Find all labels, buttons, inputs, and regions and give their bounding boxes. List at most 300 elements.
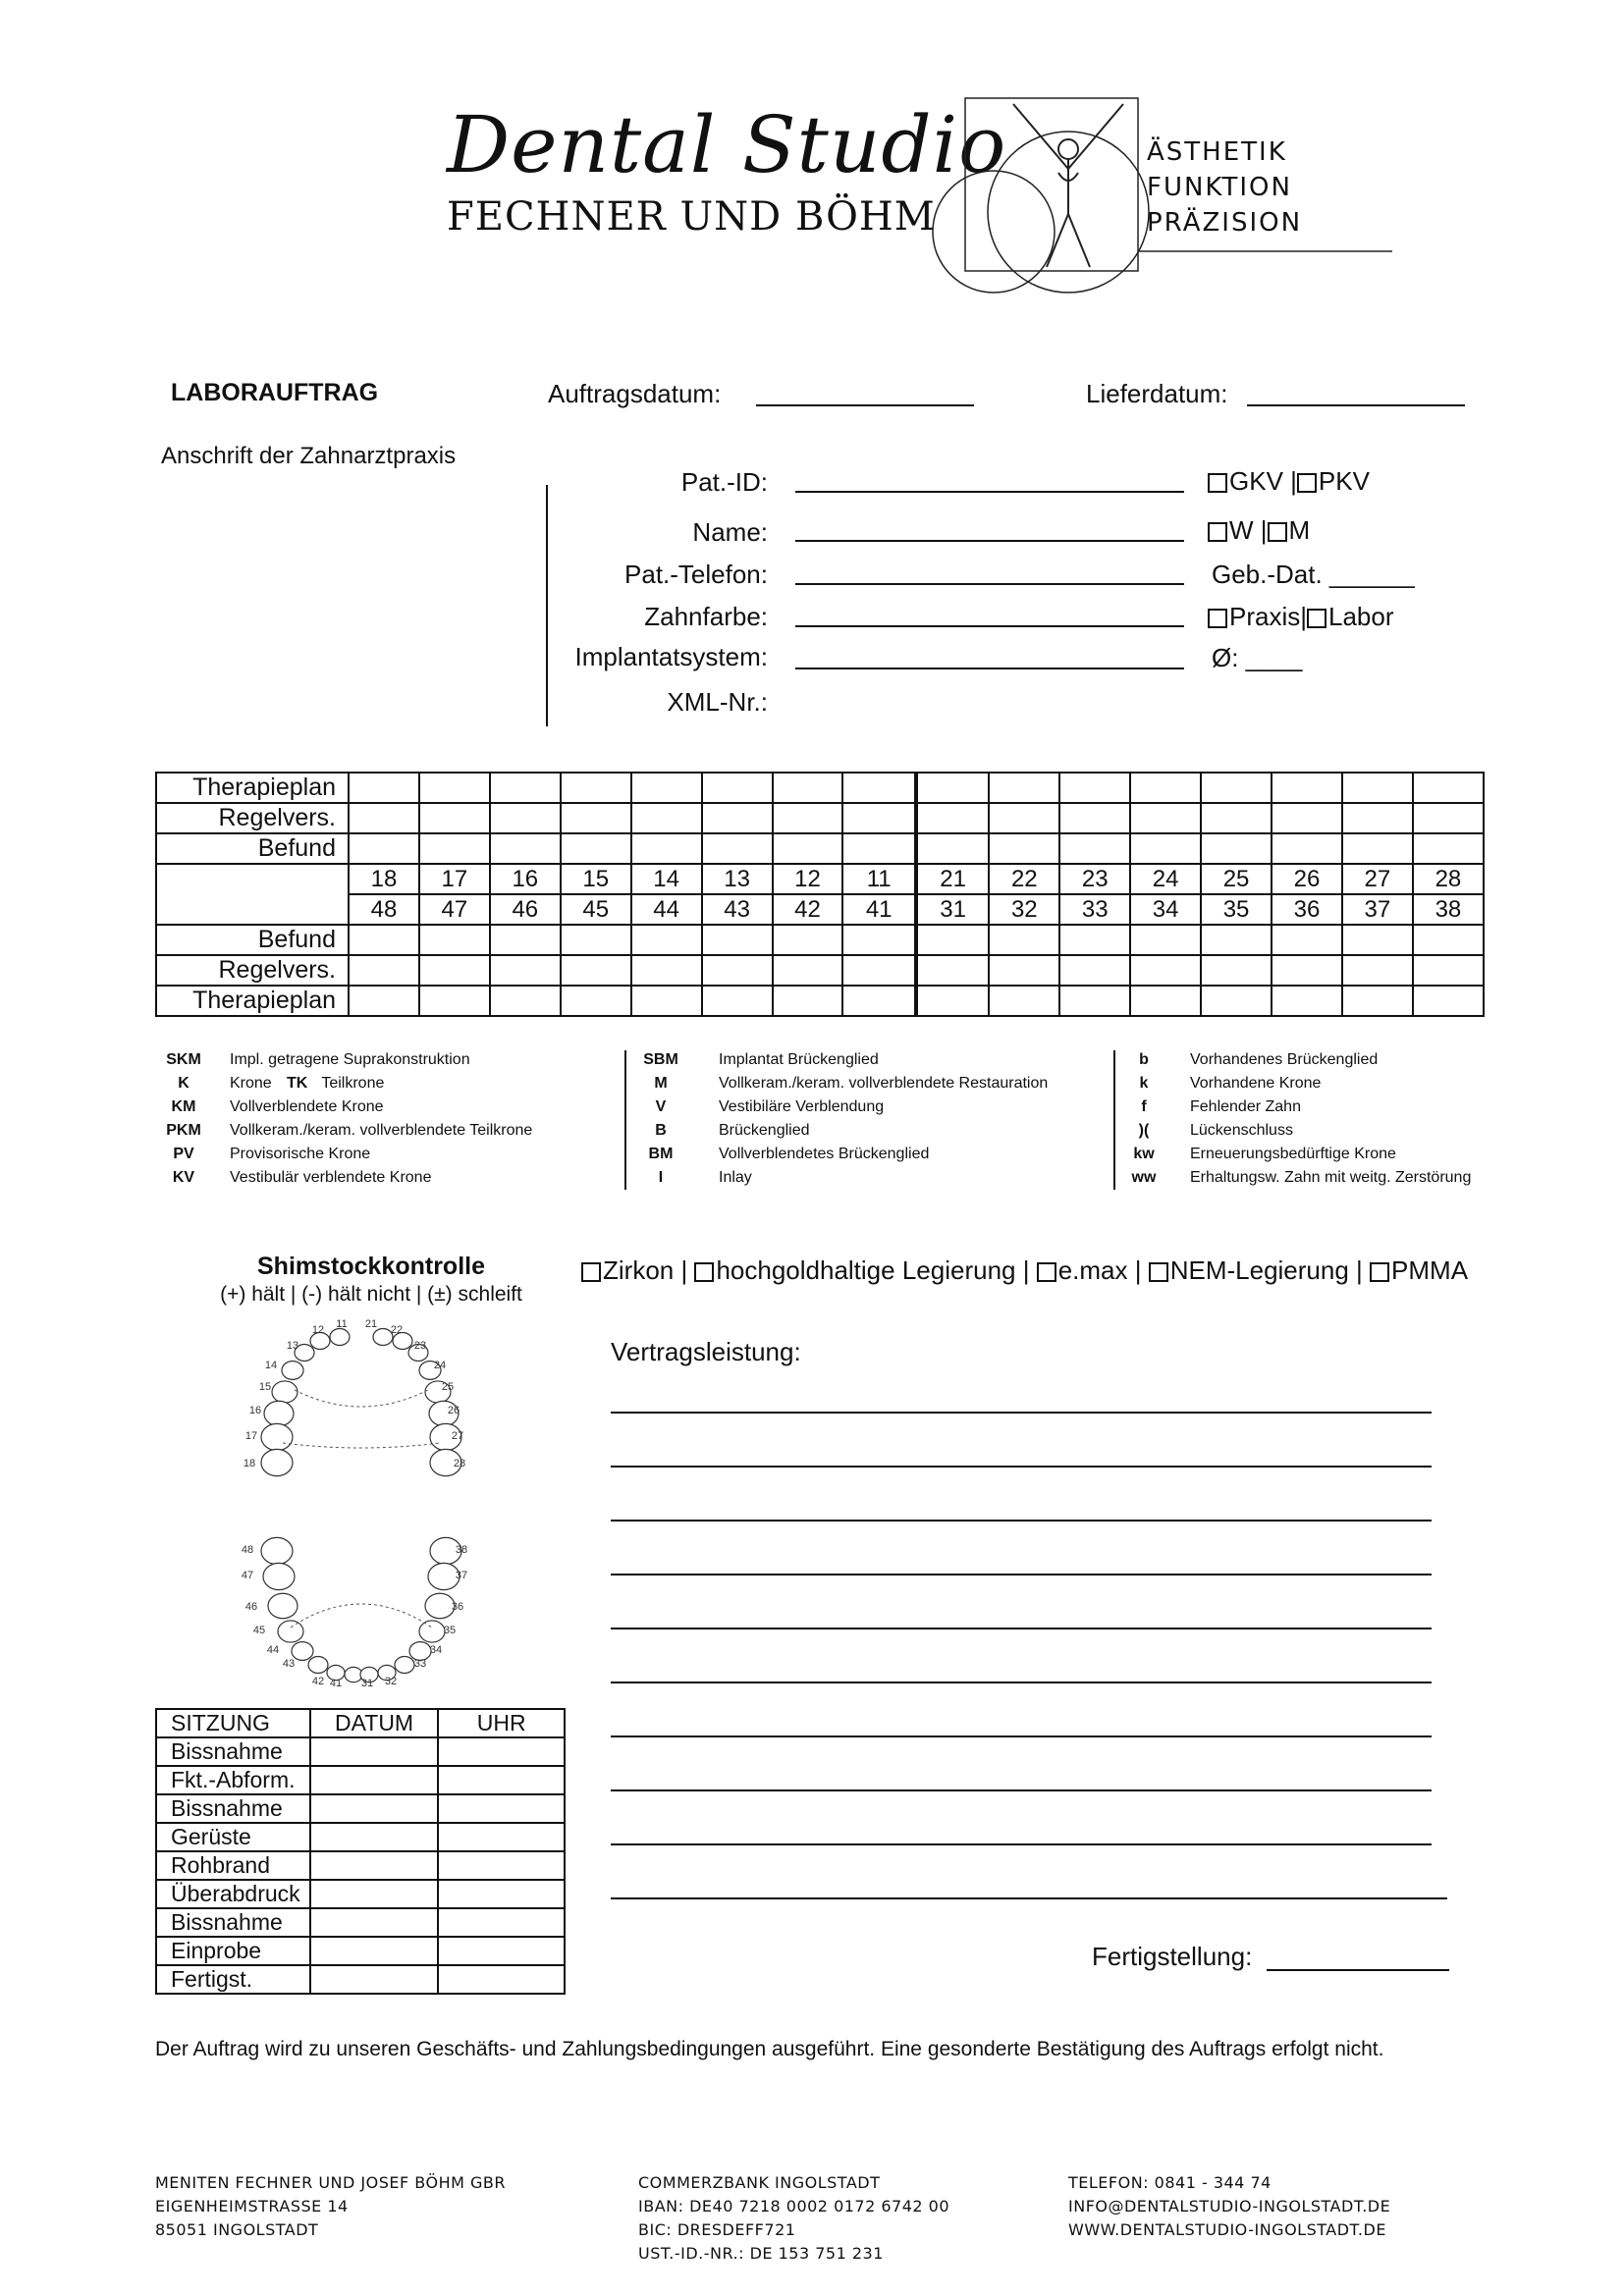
chart-entry-cell[interactable] [349, 955, 419, 986]
legend-item [163, 1166, 532, 1190]
zirkon-label: Zirkon | [603, 1255, 688, 1285]
chart-entry-cell[interactable] [842, 773, 915, 803]
arch-tooth-number: 37 [455, 1570, 468, 1581]
tooth-number: 37 [1342, 894, 1413, 925]
xml-number-label: XML-Nr.: [667, 687, 768, 717]
chart-row-label: Therapieplan [156, 986, 349, 1016]
chart-entry-cell[interactable] [916, 773, 989, 803]
contract-service-line[interactable] [611, 1682, 1432, 1683]
footer-phone[interactable]: TELEFON: 0841 - 344 74 [1068, 2173, 1272, 2192]
tooth-number: 38 [1413, 894, 1484, 925]
legend-abbreviation: M [654, 1075, 668, 1092]
patient-id-label: Pat.-ID: [680, 467, 768, 497]
chart-entry-cell[interactable] [1272, 803, 1342, 833]
legend-description: Vollverblendete Krone [230, 1098, 384, 1115]
contract-service-line[interactable] [611, 1897, 1447, 1899]
chart-entry-cell[interactable] [1201, 925, 1272, 955]
chart-entry-cell[interactable] [631, 986, 702, 1016]
legend-description: Fehlender Zahn [1190, 1098, 1301, 1115]
legend-item [640, 1048, 1048, 1072]
contract-service-line[interactable] [611, 1843, 1432, 1845]
session-date-cell[interactable] [310, 1880, 439, 1908]
session-name: Fkt.-Abform. [156, 1766, 310, 1794]
arch-tooth-number: 46 [244, 1601, 258, 1613]
chart-entry-cell[interactable] [1413, 803, 1484, 833]
chart-entry-cell[interactable] [1272, 773, 1342, 803]
chart-entry-cell[interactable] [349, 925, 419, 955]
chart-entry-cell[interactable] [773, 833, 843, 864]
legend-description: Provisorische Krone [230, 1146, 371, 1162]
legend-item [640, 1166, 1048, 1190]
tooth-number: 27 [1342, 864, 1413, 894]
legend-description: Vollkeram./keram. vollverblendete Teilkrone [230, 1122, 533, 1139]
tooth-number: 33 [1059, 894, 1130, 925]
legend-item [163, 1095, 532, 1119]
chart-row-label: Befund [156, 833, 349, 864]
legend-abbreviation: )( [1138, 1122, 1150, 1139]
chart-entry-cell[interactable] [1342, 803, 1413, 833]
tooth-number: 46 [490, 894, 561, 925]
chart-entry-cell[interactable] [1342, 833, 1413, 864]
chart-entry-cell[interactable] [490, 986, 561, 1016]
chart-entry-cell[interactable] [1413, 955, 1484, 986]
chart-entry-cell[interactable] [1059, 986, 1130, 1016]
order-date-field[interactable] [756, 381, 974, 406]
legend-abbreviation: SKM [166, 1051, 201, 1068]
session-date-cell[interactable] [310, 1823, 439, 1851]
address-label: Anschrift der Zahnarztpraxis [161, 443, 457, 469]
row-therapy-plan-lower [156, 986, 1484, 1016]
footer-contact [1068, 2171, 1390, 2242]
session-name: Fertigst. [156, 1965, 310, 1994]
chart-entry-cell[interactable] [1272, 986, 1342, 1016]
appointment-table [155, 1708, 566, 1995]
chart-entry-cell[interactable] [842, 986, 915, 1016]
schedule-header-cell: UHR [438, 1709, 565, 1737]
tooth-number: 35 [1201, 894, 1272, 925]
chart-entry-cell[interactable] [989, 955, 1059, 986]
row-therapy-plan-upper [156, 773, 1484, 803]
arch-tooth-number: 42 [311, 1676, 325, 1687]
session-time-cell[interactable] [438, 1937, 565, 1965]
arch-tooth-number: 33 [413, 1658, 427, 1670]
chart-entry-cell[interactable] [1201, 803, 1272, 833]
completion-field[interactable] [1267, 1946, 1449, 1971]
arch-tooth-number: 21 [364, 1318, 378, 1330]
lower-tooth-shape [395, 1657, 414, 1674]
legend-abbreviation: f [1141, 1098, 1147, 1115]
schedule-row [156, 1823, 565, 1851]
arch-tooth-number: 34 [429, 1644, 443, 1656]
gkv-label: GKV | [1229, 466, 1297, 496]
legend-divider-2 [1113, 1050, 1115, 1190]
tooth-number: 41 [842, 894, 915, 925]
chart-entry-cell[interactable] [773, 955, 843, 986]
tooth-number: 31 [916, 894, 989, 925]
chart-entry-cell[interactable] [561, 773, 631, 803]
chart-row-label: Befund [156, 925, 349, 955]
tooth-number: 11 [842, 864, 915, 894]
nem-alloy-checkbox[interactable] [1149, 1262, 1168, 1282]
contract-service-line[interactable] [611, 1735, 1432, 1737]
chart-entry-cell[interactable] [1413, 833, 1484, 864]
session-name: Gerüste [156, 1823, 310, 1851]
upper-tooth-shape [272, 1381, 298, 1403]
chart-entry-cell[interactable] [702, 925, 773, 955]
session-time-cell[interactable] [438, 1965, 565, 1994]
chart-entry-cell[interactable] [419, 955, 490, 986]
implant-system-field[interactable] [795, 644, 1184, 669]
session-time-cell[interactable] [438, 1908, 565, 1937]
arch-tooth-number: 36 [451, 1601, 464, 1613]
chart-entry-cell[interactable] [1342, 986, 1413, 1016]
arch-tooth-number: 22 [390, 1324, 404, 1336]
chart-entry-cell[interactable] [631, 803, 702, 833]
footer-address [155, 2171, 506, 2242]
chart-entry-cell[interactable] [1201, 955, 1272, 986]
chart-entry-cell[interactable] [490, 925, 561, 955]
chart-entry-cell[interactable] [842, 833, 915, 864]
footer-city: 85051 INGOLSTADT [155, 2220, 319, 2239]
schedule-row [156, 1937, 565, 1965]
tagline-praezision: PRÄZISION [1147, 208, 1303, 238]
patient-name-label: Name: [692, 517, 768, 547]
session-date-cell[interactable] [310, 1908, 439, 1937]
contract-service-line[interactable] [611, 1412, 1432, 1414]
chart-entry-cell[interactable] [1130, 803, 1201, 833]
birthdate-label[interactable]: Geb.-Dat. ______ [1212, 560, 1415, 589]
chart-entry-cell[interactable] [561, 955, 631, 986]
arch-tooth-number: 24 [433, 1360, 447, 1371]
upper-tooth-shape [261, 1449, 293, 1475]
company-name: FECHNER UND BÖHM [447, 194, 936, 240]
shimstock-title: Shimstockkontrolle [257, 1253, 485, 1280]
zirkon-checkbox[interactable] [581, 1262, 601, 1282]
tooth-number: 13 [702, 864, 773, 894]
chart-entry-cell[interactable] [773, 986, 843, 1016]
chart-entry-cell[interactable] [490, 955, 561, 986]
chart-entry-cell[interactable] [490, 833, 561, 864]
legend-description: Inlay [719, 1169, 752, 1186]
gender-m-checkbox[interactable] [1268, 522, 1287, 542]
chart-entry-cell[interactable] [1413, 925, 1484, 955]
arch-tooth-number: 23 [413, 1340, 427, 1352]
tooth-number: 48 [349, 894, 419, 925]
delivery-date-field[interactable] [1247, 381, 1465, 406]
arch-tooth-number: 44 [266, 1644, 280, 1656]
chart-entry-cell[interactable] [702, 773, 773, 803]
chart-entry-cell[interactable] [1272, 833, 1342, 864]
legend-abbreviation: BM [648, 1146, 674, 1162]
chart-row-label: Regelvers. [156, 803, 349, 833]
tooth-number: 44 [631, 894, 702, 925]
legend-description: Brückenglied [719, 1122, 810, 1139]
legend-description: Erneuerungsbedürftige Krone [1190, 1146, 1396, 1162]
chart-entry-cell[interactable] [1342, 925, 1413, 955]
chart-entry-cell[interactable] [916, 833, 989, 864]
shade-praxis-checkbox[interactable] [1208, 609, 1227, 628]
tooth-number: 32 [989, 894, 1059, 925]
chart-entry-cell[interactable] [349, 986, 419, 1016]
legend-abbreviation: KV [172, 1169, 195, 1186]
legend-abbreviation: B [655, 1122, 667, 1139]
lower-tooth-shape [261, 1537, 293, 1564]
lower-tooth-shape [308, 1657, 328, 1674]
chart-entry-cell[interactable] [989, 986, 1059, 1016]
legend-description: Lückenschluss [1190, 1122, 1293, 1139]
dental-arch-diagram [234, 1315, 489, 1688]
pkv-label: PKV [1318, 466, 1370, 496]
chart-entry-cell[interactable] [916, 955, 989, 986]
chart-entry-cell[interactable] [702, 955, 773, 986]
chart-entry-cell[interactable] [490, 773, 561, 803]
session-date-cell[interactable] [310, 1937, 439, 1965]
gender-w-label: W | [1229, 515, 1268, 545]
chart-entry-cell[interactable] [1130, 986, 1201, 1016]
legend-description: Teilkrone [321, 1075, 385, 1092]
contract-service-line[interactable] [611, 1466, 1432, 1468]
shade-labor-checkbox[interactable] [1307, 609, 1326, 628]
chart-entry-cell[interactable] [1413, 986, 1484, 1016]
chart-entry-cell[interactable] [773, 925, 843, 955]
session-date-cell[interactable] [310, 1851, 439, 1880]
arch-tooth-number: 26 [447, 1405, 460, 1416]
tooth-number: 12 [773, 864, 843, 894]
legend-description: Vestibiläre Verblendung [719, 1098, 885, 1115]
session-date-cell[interactable] [310, 1766, 439, 1794]
legend-item [1123, 1166, 1471, 1190]
chart-entry-cell[interactable] [1059, 925, 1130, 955]
arch-tooth-number: 47 [241, 1570, 254, 1581]
session-time-cell[interactable] [438, 1737, 565, 1766]
tooth-number: 34 [1130, 894, 1201, 925]
schedule-header-cell: DATUM [310, 1709, 439, 1737]
shimstock-subtitle: (+) hält | (-) hält nicht | (±) schleift [220, 1283, 522, 1306]
chart-entry-cell[interactable] [842, 803, 915, 833]
emax-checkbox[interactable] [1037, 1262, 1056, 1282]
arch-tooth-number: 13 [286, 1340, 299, 1352]
material-options [581, 1255, 1468, 1286]
chart-entry-cell[interactable] [419, 773, 490, 803]
lower-tooth-shape [292, 1642, 313, 1661]
chart-entry-cell[interactable] [419, 925, 490, 955]
legend-item [1123, 1095, 1471, 1119]
nem-alloy-label: NEM-Legierung | [1169, 1255, 1363, 1285]
arch-tooth-number: 18 [243, 1458, 256, 1469]
chart-entry-cell[interactable] [490, 803, 561, 833]
arch-tooth-number: 48 [241, 1544, 254, 1556]
chart-entry-cell[interactable] [1342, 955, 1413, 986]
legend-abbreviation: SBM [643, 1051, 678, 1068]
tooth-number: 18 [349, 864, 419, 894]
footer-company: MENITEN FECHNER UND JOSEF BÖHM GBR [155, 2173, 506, 2192]
pkv-checkbox[interactable] [1297, 473, 1317, 493]
chart-entry-cell[interactable] [561, 803, 631, 833]
row-findings-lower [156, 925, 1484, 955]
chart-entry-cell[interactable] [1130, 955, 1201, 986]
chart-entry-cell[interactable] [989, 833, 1059, 864]
legend-abbreviation: b [1139, 1051, 1149, 1068]
tagline-aesthetik: ÄSTHETIK [1147, 137, 1287, 167]
legend-item [640, 1072, 1048, 1095]
gold-alloy-label: hochgoldhaltige Legierung | [716, 1255, 1030, 1285]
chart-entry-cell[interactable] [1201, 986, 1272, 1016]
footer-website[interactable]: WWW.DENTALSTUDIO-INGOLSTADT.DE [1068, 2220, 1386, 2239]
chart-entry-cell[interactable] [349, 773, 419, 803]
contract-service-line[interactable] [611, 1520, 1432, 1522]
tooth-number: 26 [1272, 864, 1342, 894]
patient-phone-field[interactable] [795, 560, 1184, 585]
palate-line [295, 1390, 428, 1407]
gender-options [1208, 515, 1310, 546]
chart-entry-cell[interactable] [1059, 773, 1130, 803]
chart-entry-cell[interactable] [1342, 773, 1413, 803]
emax-label: e.max | [1057, 1255, 1142, 1285]
session-name: Einprobe [156, 1937, 310, 1965]
session-time-cell[interactable] [438, 1880, 565, 1908]
session-time-cell[interactable] [438, 1794, 565, 1823]
shade-labor-label: Labor [1328, 602, 1394, 631]
contract-service-line[interactable] [611, 1628, 1432, 1629]
tooth-shade-label: Zahnfarbe: [644, 602, 768, 631]
chart-entry-cell[interactable] [1413, 773, 1484, 803]
schedule-header-cell: SITZUNG [156, 1709, 310, 1737]
tooth-number: 47 [419, 894, 490, 925]
chart-row-label: Therapieplan [156, 773, 349, 803]
diameter-label[interactable]: Ø: ____ [1212, 643, 1303, 672]
patient-name-field[interactable] [795, 516, 1184, 542]
pmma-label: PMMA [1391, 1255, 1469, 1285]
session-date-cell[interactable] [310, 1965, 439, 1994]
session-time-cell[interactable] [438, 1851, 565, 1880]
chart-entry-cell[interactable] [916, 803, 989, 833]
lower-tooth-shape [345, 1667, 362, 1682]
chart-entry-cell[interactable] [916, 925, 989, 955]
legend-column-3 [1123, 1048, 1471, 1190]
legend-abbreviation: PKM [166, 1122, 201, 1139]
chart-entry-cell[interactable] [1201, 833, 1272, 864]
chart-entry-cell[interactable] [773, 803, 843, 833]
chart-entry-cell[interactable] [1272, 925, 1342, 955]
tooth-number: 45 [561, 894, 631, 925]
chart-entry-cell[interactable] [561, 925, 631, 955]
chart-entry-cell[interactable] [702, 833, 773, 864]
arch-tooth-number: 31 [360, 1678, 374, 1688]
tooth-shade-field[interactable] [795, 602, 1184, 627]
tooth-number: 15 [561, 864, 631, 894]
arch-tooth-number: 43 [282, 1658, 296, 1670]
patient-phone-label: Pat.-Telefon: [624, 560, 768, 589]
gender-w-checkbox[interactable] [1208, 522, 1227, 542]
arch-tooth-number: 32 [384, 1676, 398, 1687]
contract-service-line[interactable] [611, 1789, 1432, 1791]
chart-entry-cell[interactable] [916, 986, 989, 1016]
shade-source-options [1208, 602, 1394, 632]
chart-entry-cell[interactable] [419, 833, 490, 864]
tooth-number: 28 [1413, 864, 1484, 894]
legend-item [1123, 1143, 1471, 1166]
legend-abbreviation: V [655, 1098, 667, 1115]
chart-entry-cell[interactable] [1130, 833, 1201, 864]
legend-abbreviation: kw [1133, 1146, 1155, 1162]
chart-entry-cell[interactable] [1059, 955, 1130, 986]
gkv-checkbox[interactable] [1208, 473, 1227, 493]
chart-entry-cell[interactable] [561, 833, 631, 864]
chart-entry-cell[interactable] [419, 986, 490, 1016]
session-time-cell[interactable] [438, 1766, 565, 1794]
chart-entry-cell[interactable] [631, 833, 702, 864]
schedule-row [156, 1766, 565, 1794]
legend-description: Erhaltungsw. Zahn mit weitg. Zerstörung [1190, 1169, 1472, 1186]
chart-entry-cell[interactable] [631, 773, 702, 803]
chart-entry-cell[interactable] [631, 925, 702, 955]
chart-entry-cell[interactable] [842, 925, 915, 955]
chart-entry-cell[interactable] [1201, 773, 1272, 803]
chart-entry-cell[interactable] [1130, 773, 1201, 803]
chart-entry-cell[interactable] [1059, 803, 1130, 833]
arch-tooth-number: 38 [455, 1544, 468, 1556]
order-date-label: Auftragsdatum: [548, 379, 722, 408]
chart-entry-cell[interactable] [561, 986, 631, 1016]
gold-alloy-checkbox[interactable] [694, 1262, 714, 1282]
pmma-checkbox[interactable] [1370, 1262, 1389, 1282]
chart-entry-cell[interactable] [419, 803, 490, 833]
chart-entry-cell[interactable] [349, 833, 419, 864]
chart-entry-cell[interactable] [989, 803, 1059, 833]
arch-tooth-number: 14 [264, 1360, 278, 1371]
legend-item [1123, 1048, 1471, 1072]
footer-bank-name: COMMERZBANK INGOLSTADT [638, 2173, 881, 2192]
session-date-cell[interactable] [310, 1737, 439, 1766]
tooth-number: 17 [419, 864, 490, 894]
chart-entry-cell[interactable] [702, 803, 773, 833]
completion-label: Fertigstellung: [1092, 1942, 1253, 1971]
arch-tooth-number: 12 [311, 1324, 325, 1336]
chart-entry-cell[interactable] [349, 803, 419, 833]
legend-abbreviation: ww [1131, 1169, 1157, 1186]
lower-tooth-shape [263, 1563, 295, 1589]
palate-line [283, 1443, 440, 1448]
chart-entry-cell[interactable] [989, 925, 1059, 955]
footer-email[interactable]: INFO@DENTALSTUDIO-INGOLSTADT.DE [1068, 2197, 1391, 2216]
row-upper-tooth-numbers [156, 864, 1484, 894]
legend-description: Vollkeram./keram. vollverblendete Restauration [719, 1075, 1049, 1092]
chart-entry-cell[interactable] [702, 986, 773, 1016]
session-date-cell[interactable] [310, 1794, 439, 1823]
legend-item [640, 1095, 1048, 1119]
legend-item [640, 1143, 1048, 1166]
session-time-cell[interactable] [438, 1823, 565, 1851]
footer-bank [638, 2171, 949, 2266]
tooth-number: 21 [916, 864, 989, 894]
chart-entry-cell[interactable] [773, 773, 843, 803]
chart-entry-cell[interactable] [842, 955, 915, 986]
upper-tooth-shape [264, 1401, 294, 1426]
footer-street: EIGENHEIMSTRASSE 14 [155, 2197, 349, 2216]
chart-entry-cell[interactable] [1130, 925, 1201, 955]
footer-iban: IBAN: DE40 7218 0002 0172 6742 00 [638, 2197, 950, 2216]
session-name: Bissnahme [156, 1794, 310, 1823]
chart-entry-cell[interactable] [989, 773, 1059, 803]
legend-abbreviation: TK [287, 1075, 308, 1092]
contract-service-line[interactable] [611, 1574, 1432, 1575]
chart-entry-cell[interactable] [1272, 955, 1342, 986]
tagline-funktion: FUNKTION [1147, 173, 1292, 202]
chart-entry-cell[interactable] [1059, 833, 1130, 864]
chart-entry-cell[interactable] [631, 955, 702, 986]
patient-id-field[interactable] [795, 467, 1184, 493]
lower-tooth-shape [278, 1621, 303, 1642]
